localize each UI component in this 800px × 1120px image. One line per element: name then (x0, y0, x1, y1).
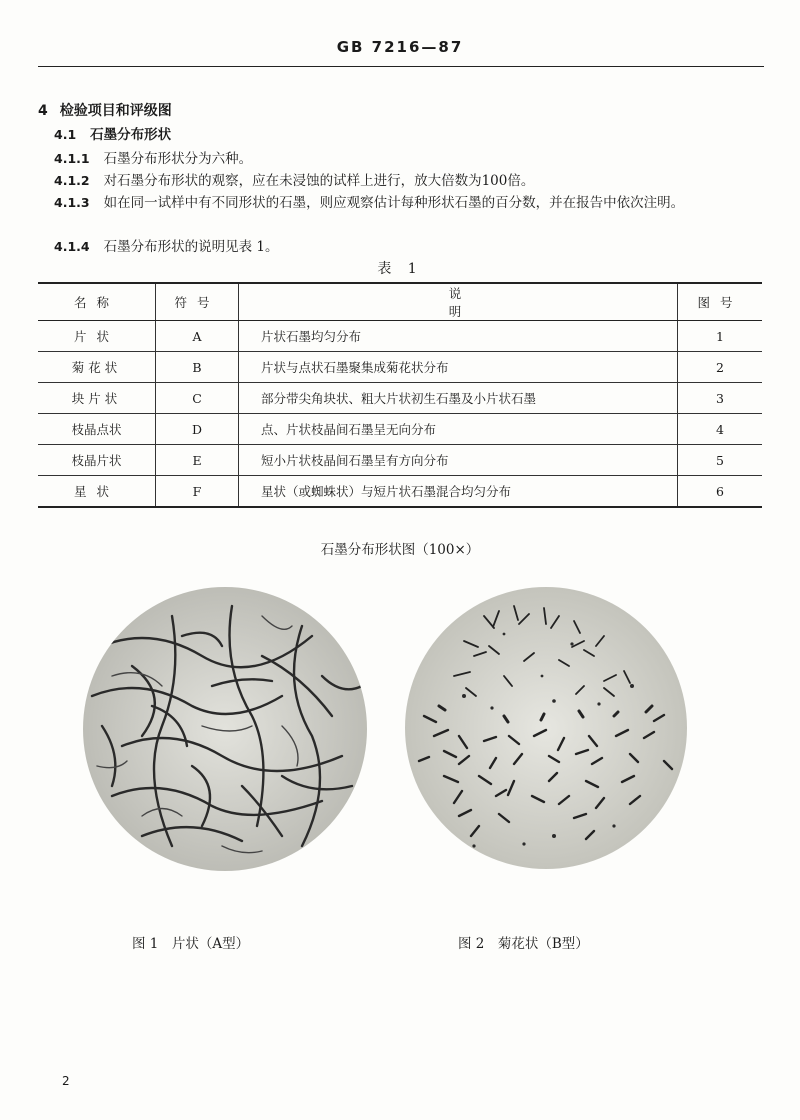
cell-description: 部分带尖角块状、粗大片状初生石墨及小片状石墨 (239, 383, 678, 414)
paragraph-number: 4.1.2 (54, 173, 90, 188)
paragraph-text: 如在同一试样中有不同形状的石墨，则应观察估计每种形状石墨的百分数，并在报告中依次注明。 (103, 195, 685, 211)
header-name: 名称 (38, 283, 156, 321)
subsection-heading (38, 124, 784, 146)
table-header-row (38, 283, 762, 321)
cell-symbol: D (156, 414, 239, 445)
paragraph-text: 石墨分布形状的说明见表 1。 (103, 239, 279, 255)
figures-title: 石墨分布形状图（100×） (320, 542, 480, 558)
subsection-number: 4.1 (54, 127, 77, 142)
graphite-shape-table (38, 282, 762, 508)
paragraph-number: 4.1.4 (54, 239, 90, 254)
standard-code: GB 7216—87 (336, 38, 464, 56)
section-title: 检验项目和评级图 (59, 103, 172, 119)
header-symbol: 符号 (156, 283, 239, 321)
header-description: 说明 (239, 283, 678, 321)
micrograph-figure-1 (82, 586, 368, 872)
table-row (38, 383, 762, 414)
cell-symbol: C (156, 383, 239, 414)
cell-description: 片状与点状石墨聚集成菊花状分布 (239, 352, 678, 383)
micrograph-figure-2 (404, 586, 688, 870)
cell-description: 片状石墨均匀分布 (239, 321, 678, 352)
page-number: 2 (62, 1074, 70, 1088)
paragraph-number: 4.1.1 (54, 151, 90, 166)
section-heading (38, 100, 172, 120)
paragraph-4-1-2 (38, 170, 784, 192)
figure-1-caption: 图 1 片状（A型） (132, 936, 250, 952)
cell-figure: 2 (678, 352, 763, 383)
cell-name: 片状 (38, 321, 156, 352)
header-divider (38, 66, 764, 67)
paragraph-4-1-4 (38, 236, 784, 258)
cell-description: 点、片状枝晶间石墨呈无向分布 (239, 414, 678, 445)
paragraph-text: 对石墨分布形状的观察，应在未浸蚀的试样上进行，放大倍数为100倍。 (103, 173, 535, 189)
table-caption: 表 1 (377, 261, 423, 277)
cell-symbol: A (156, 321, 239, 352)
section-number: 4 (38, 103, 48, 119)
table-row (38, 476, 762, 508)
cell-symbol: F (156, 476, 239, 508)
header-figure: 图号 (678, 283, 763, 321)
cell-figure: 6 (678, 476, 763, 508)
cell-figure: 5 (678, 445, 763, 476)
figure-2-caption: 图 2 菊花状（B型） (458, 936, 589, 952)
paragraph-text: 石墨分布形状分为六种。 (103, 151, 253, 167)
paragraph-4-1-3 (38, 192, 768, 214)
cell-name: 枝晶点状 (38, 414, 156, 445)
cell-description: 短小片状枝晶间石墨呈有方向分布 (239, 445, 678, 476)
subsection-title: 石墨分布形状 (90, 127, 172, 143)
cell-figure: 1 (678, 321, 763, 352)
paragraph-number: 4.1.3 (54, 195, 90, 210)
cell-name: 枝晶片状 (38, 445, 156, 476)
cell-figure: 3 (678, 383, 763, 414)
cell-symbol: E (156, 445, 239, 476)
cell-symbol: B (156, 352, 239, 383)
cell-figure: 4 (678, 414, 763, 445)
table-row (38, 414, 762, 445)
paragraph-4-1-1 (38, 148, 784, 170)
table-row (38, 352, 762, 383)
cell-name: 菊花状 (38, 352, 156, 383)
table-row (38, 321, 762, 352)
cell-description: 星状（或蜘蛛状）与短片状石墨混合均匀分布 (239, 476, 678, 508)
table-row (38, 445, 762, 476)
cell-name: 块片状 (38, 383, 156, 414)
cell-name: 星状 (38, 476, 156, 508)
